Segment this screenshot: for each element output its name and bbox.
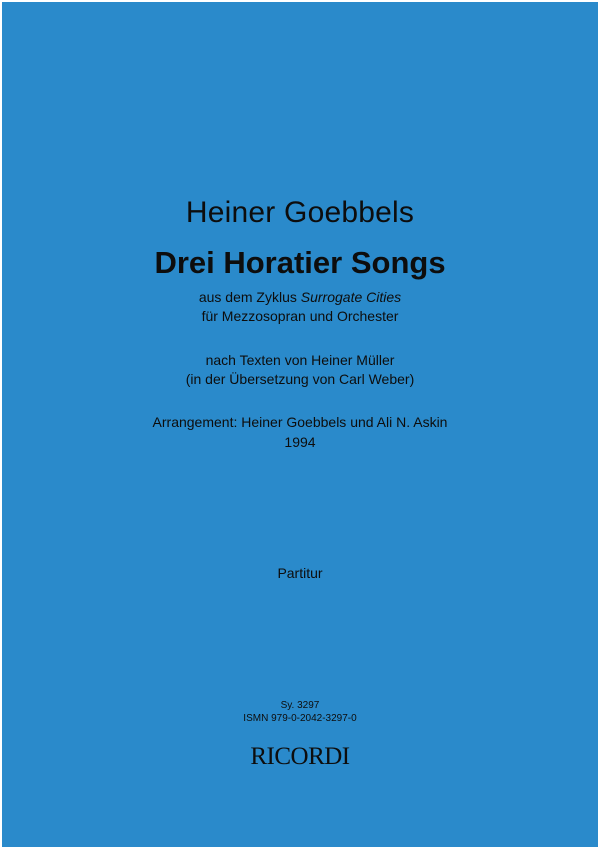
- arrangement-credit: Arrangement: Heiner Goebbels und Ali N. Askin: [152, 414, 448, 430]
- score-cover: [2, 2, 598, 847]
- ismn-number: ISMN 979-0-2042-3297-0: [243, 713, 357, 724]
- work-title: Drei Horatier Songs: [154, 245, 446, 280]
- publisher-logo: RICORDI: [250, 743, 350, 770]
- cycle-subtitle: [2, 288, 598, 306]
- composer-name: Heiner Goebbels: [185, 196, 415, 229]
- year: 1994: [284, 434, 316, 450]
- edition-type: Partitur: [277, 565, 323, 581]
- cycle-name: Surrogate Cities: [300, 289, 402, 305]
- catalog-number: Sy. 3297: [280, 700, 320, 711]
- scoring: für Mezzosopran und Orchester: [201, 308, 399, 324]
- text-source: nach Texten von Heiner Müller: [205, 352, 395, 368]
- translation-credit: (in der Übersetzung von Carl Weber): [185, 371, 415, 387]
- cycle-prefix: aus dem Zyklus: [198, 289, 297, 305]
